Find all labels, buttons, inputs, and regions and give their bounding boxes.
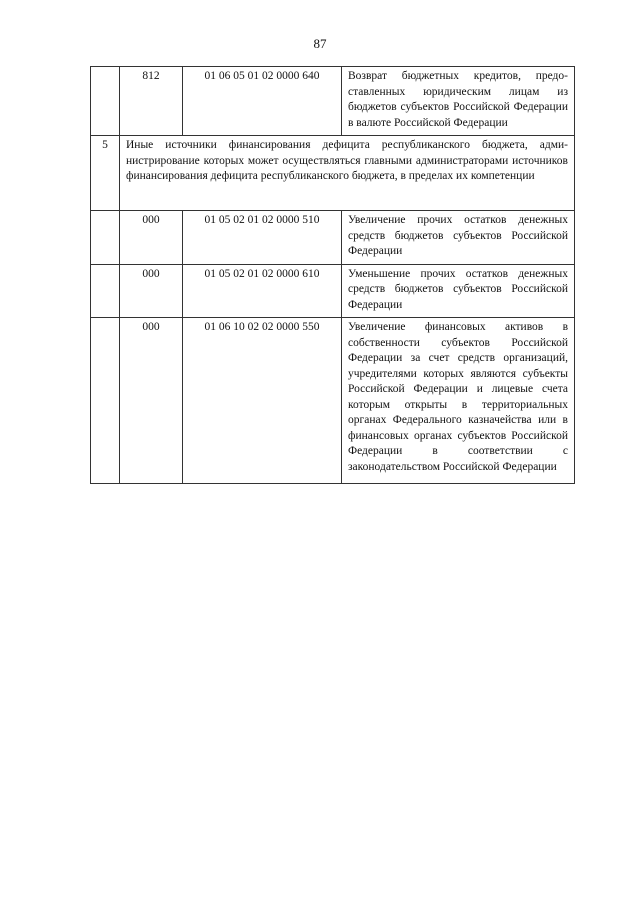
description-cell: Увеличение прочих остатков денежных средств бюджетов субъектов Российской Федерации	[342, 211, 575, 265]
row-number-cell	[91, 211, 120, 265]
description-cell: Уменьшение прочих остатков денежных средств бюджетов субъектов Российской Федерации	[342, 264, 575, 318]
admin-code-cell: 000	[120, 264, 183, 318]
source-code-cell: 01 05 02 01 02 0000 510	[183, 211, 342, 265]
section-header-row	[91, 136, 575, 211]
page-number: 87	[313, 36, 327, 51]
table-row	[91, 211, 575, 265]
admin-code-cell: 000	[120, 211, 183, 265]
source-code-cell: 01 06 10 02 02 0000 550	[183, 318, 342, 484]
admin-code-cell: 000	[120, 318, 183, 484]
table-row	[91, 264, 575, 318]
source-code-cell: 01 05 02 01 02 0000 610	[183, 264, 342, 318]
section-title: Иные источники финансирования дефицита республиканского бюджета, администрирование которых может осуществляться главными администраторами источников финансирования дефицита республиканского бюджета, в пределах их компетенции	[120, 136, 575, 211]
description-cell: Увеличение финансовых активов в собственности субъектов Российской Федерации за счет средств организаций, учредителями которых являются субъекты Российской Федерации и лицевые счета которым открыты в территориальных органах Федерального казначейства или в финансовых органах субъектов Российской Федерации в соответствии с законодательством Российской Федерации	[342, 318, 575, 484]
description-cell: Возврат бюджетных кредитов, предоставленных юридическим лицам из бюджетов субъектов Российской Федерации в валюте Российской Федерации	[342, 67, 575, 136]
table-row	[91, 67, 575, 136]
section-number: 5	[91, 136, 120, 211]
row-number-cell	[91, 318, 120, 484]
source-code-cell: 01 06 05 01 02 0000 640	[183, 67, 342, 136]
budget-sources-table	[90, 66, 575, 484]
table-row	[91, 318, 575, 484]
row-number-cell	[91, 67, 120, 136]
row-number-cell	[91, 264, 120, 318]
admin-code-cell: 812	[120, 67, 183, 136]
